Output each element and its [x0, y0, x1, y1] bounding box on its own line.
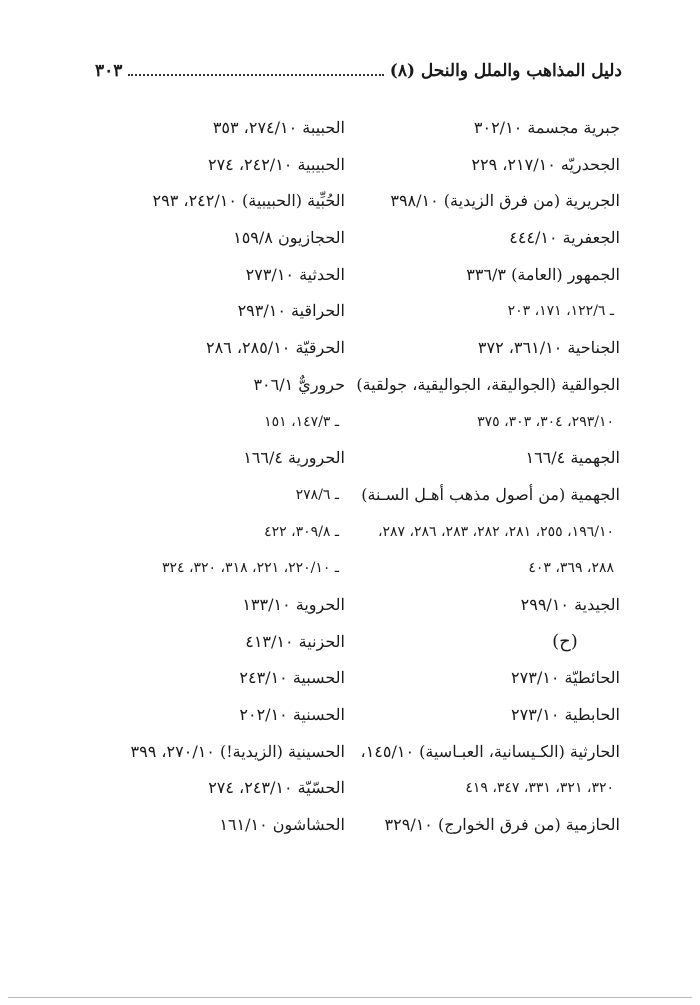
index-entry-continuation: ٣٢٠، ٣٢١، ٣٣١، ٣٤٧، ٤١٩ — [465, 780, 614, 797]
index-entry: الجوالقية (الجواليقة، الجواليقية، جولقية) — [356, 374, 620, 394]
index-entry: الحبيبية ٢٤٢/١٠، ٢٧٤ — [207, 154, 345, 174]
bottom-edge-rule — [8, 997, 692, 998]
index-entry: الجيدية ٢٩٩/١٠ — [520, 594, 620, 614]
index-entry-continuation: ـ ٢٢٠/١٠، ٢٢١، ٣١٨، ٣٢٠، ٣٢٤ — [161, 560, 339, 577]
index-entry: الجناحية ٣٦١/١٠، ٣٧٢ — [477, 338, 620, 358]
index-entry: الحدثية ٢٧٣/١٠ — [245, 264, 345, 284]
index-column-left — [45, 110, 345, 844]
index-entry: الحراقية ٢٩٣/١٠ — [237, 301, 345, 321]
index-entry: الحازمية (من فرق الخوارج) ٣٢٩/١٠ — [384, 815, 620, 835]
index-entry: الحشاشون ١٦١/١٠ — [219, 815, 345, 835]
section-letter-heading: (ح) — [552, 630, 578, 652]
index-entry-continuation: ٢٨٨، ٣٦٩، ٤٠٣ — [528, 560, 614, 577]
running-header — [95, 60, 622, 86]
index-column-right — [320, 110, 620, 844]
index-entry: الحروية ١٣٣/١٠ — [242, 594, 345, 614]
index-entry: الحجازيون ١٥٩/٨ — [233, 228, 345, 248]
page-number: ٣٠٣ — [95, 61, 123, 81]
index-entry: الحابطية ٢٧٣/١٠ — [511, 705, 620, 724]
index-entry: الحبيبة ٢٧٤/١٠، ٣٥٣ — [212, 118, 345, 137]
header-leader-dots — [128, 60, 383, 76]
index-entry: الجهمية ١٦٦/٤ — [525, 448, 620, 468]
header-title: دليل المذاهب والملل والنحل (٨) — [389, 61, 622, 81]
index-entry: الجمهور (العامة) ٣٣٦/٣ — [466, 264, 620, 284]
index-entry: الحسنية ٢٠٢/١٠ — [239, 705, 345, 724]
index-entry: الحسينية (الزيدية!) ٢٧٠/١٠، ٣٩٩ — [130, 741, 345, 761]
index-entry: جبرية مجسمة ٣٠٢/١٠ — [473, 118, 620, 137]
index-entry: الحزنية ٤١٣/١٠ — [245, 631, 345, 651]
index-entry-continuation: ـ ١٢٢/٦، ١٧١، ٢٠٣ — [507, 303, 614, 320]
index-entry: الجريرية (من فرق الزيدية) ٣٩٨/١٠ — [390, 191, 620, 211]
index-entry: الحسبية ٢٤٣/١٠ — [239, 668, 345, 688]
index-entry: الحرقيّة ٢٨٥/١٠، ٢٨٦ — [205, 338, 345, 358]
index-entry: الحائطيّة ٢٧٣/١٠ — [511, 668, 620, 688]
index-entry-continuation: ـ ٢٧٨/٦ — [295, 486, 339, 503]
index-entry-continuation: ٢٩٣/١٠، ٣٠٤، ٣٠٣، ٣٧٥ — [477, 413, 614, 430]
index-entry: الحسّيّة ٢٤٣/١٠، ٢٧٤ — [208, 778, 345, 798]
index-entry: الجعفرية ٤٤٤/١٠ — [509, 228, 620, 248]
index-entry-continuation: ـ ١٤٧/٣، ١٥١ — [264, 413, 339, 430]
index-entry: حروريٌّ ٣٠٦/١ — [253, 374, 345, 394]
index-entry: الحُبِّية (الحبيبية) ٢٤٢/١٠، ٢٩٣ — [152, 191, 345, 211]
index-entry: الحرورية ١٦٦/٤ — [243, 448, 345, 468]
index-entry-continuation: ١٩٦/١٠، ٢٥٥، ٢٨١، ٢٨٢، ٢٨٣، ٢٨٦، ٢٨٧، — [377, 523, 614, 540]
index-entry: الجهمية (من أصول مذهب أهـل السـنة) — [361, 484, 620, 504]
index-entry-continuation: ـ ٣٠٩/٨، ٤٢٢ — [264, 523, 339, 540]
index-entry: الجحدريّه ٢١٧/١٠، ٢٢٩ — [471, 154, 620, 174]
index-entry: الحارثية (الكـيسانية، العبـاسية) ١٤٥/١٠، — [360, 741, 620, 761]
